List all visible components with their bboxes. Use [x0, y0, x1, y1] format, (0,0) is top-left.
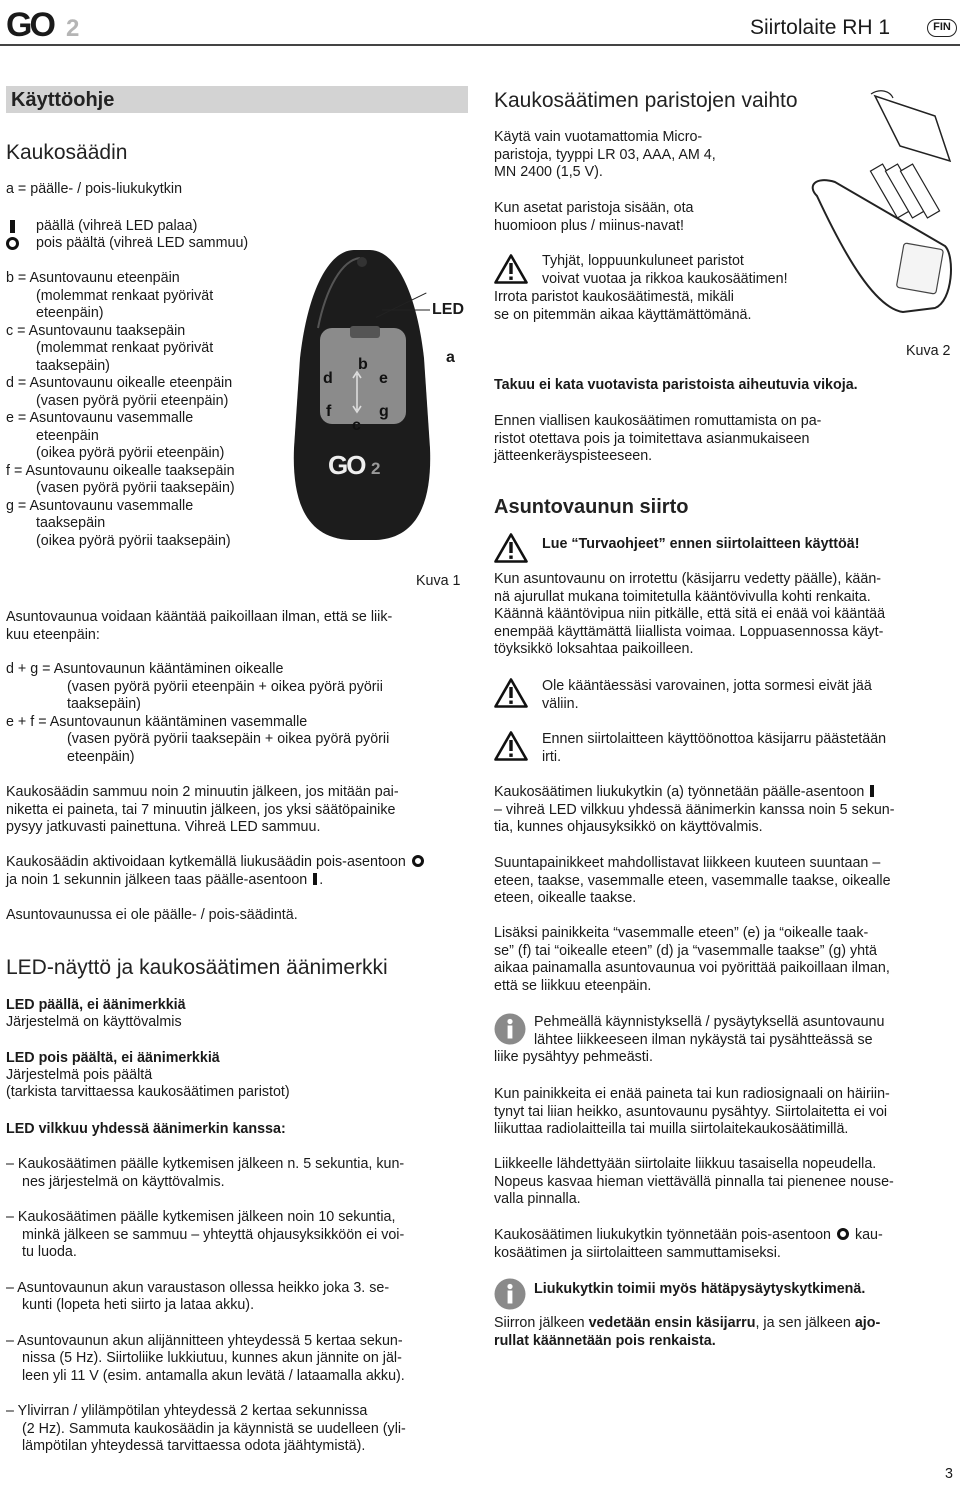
section-title: Käyttöohje [11, 89, 115, 111]
blink-bullet-list [6, 1156, 406, 1456]
list-item-line: – Kaukosäätimen päälle kytkemisen jälkeen n. 5 sekuntia, kun- [6, 1156, 405, 1172]
para-line: taaksepäin) [67, 696, 141, 712]
move-paragraph [494, 571, 885, 659]
para-line: Suuntapainikkeet mahdollistavat liikkeen kuuteen suuntaan – [494, 855, 881, 871]
rotate-paragraph [494, 925, 890, 995]
off-paragraph [494, 1227, 883, 1262]
battery-para-1 [494, 129, 716, 182]
para-line: huomioon plus / miinus-navat! [494, 217, 684, 234]
svg-text:2: 2 [66, 15, 80, 40]
para-line: Käytä vain vuotamattomia Micro- [494, 129, 703, 145]
para-line: se” (f) tai “oikealle eteen” (d) ja “vasemmalle taakse” (g) yhtä [494, 942, 877, 959]
para-line: että se liikkuu eteenpäin. [494, 977, 652, 994]
para-line: Tyhjät, loppuunkuluneet paristot [542, 253, 744, 269]
figure-2-caption: Kuva 2 [906, 343, 951, 359]
list-item-line: – Kaukosäätimen päälle kytkemisen jälkeen noin 10 sekuntia, [6, 1209, 396, 1225]
para-text: , ja sen jälkeen [755, 1315, 855, 1331]
list-item-line: nes järjestelmä on käyttövalmis. [22, 1173, 225, 1190]
para-line: Lisäksi painikkeita “vasemmalle eteen” (e) ja “oikealle taak- [494, 925, 869, 941]
remote-control-illustration [290, 248, 470, 548]
warning-icon [494, 533, 528, 563]
off-symbol-icon [6, 237, 19, 250]
para-text: kau- [854, 1227, 883, 1243]
no-switch-note: Asuntovaunussa ei ole päälle- / pois-säädintä. [6, 907, 298, 923]
a-label: a [446, 349, 455, 366]
para-line: eteenpäin) [67, 748, 135, 765]
para-line: Asuntovaunua voidaan kääntää paikoillaan ilman, että se liik- [6, 609, 393, 625]
para-text: Kaukosäätimen liukukytkin työnnetään pois-asentoon [494, 1227, 831, 1243]
list-item-line: kunti (lopeta heti siirto ja lataa akku). [22, 1297, 255, 1313]
battery-para-3 [494, 289, 751, 324]
para-line: valla pinnalla. [494, 1191, 581, 1207]
emergency-note: Liukukytkin toimii myös hätäpysäytyskytkimenä. [534, 1281, 866, 1297]
key-definitions [6, 270, 235, 550]
disposal-paragraph [494, 413, 821, 466]
header-rule [0, 44, 960, 46]
para-line: Nopeus kasvaa hieman viettävällä pinnalla tai pienenee nouse- [494, 1173, 894, 1190]
para-line: d + g = Asuntovaunun kääntäminen oikealle [6, 661, 284, 677]
figure-1-caption: Kuva 1 [416, 573, 461, 589]
para-line: Ole kääntäessäsi varovainen, jotta sormesi eivät jää [542, 678, 872, 694]
warranty-note: Takuu ei kata vuotavista paristoista aiheutuvia vikoja. [494, 377, 858, 393]
para-line: tynyt tai liian heikko, asuntovaunu pysähtyy. Siirtolaitetta ei voi [494, 1103, 888, 1120]
warning-icon [494, 254, 528, 284]
para-line: MN 2400 (1,5 V). [494, 164, 603, 180]
para-line: – vihreä LED vilkkuu yhdessä äänimerkin kanssa noin 5 sekun- [494, 801, 895, 818]
info-icon [494, 1278, 526, 1310]
svg-text:GO: GO [6, 6, 53, 40]
para-line: nä ajurullat mukana toimitetulla kääntövivulla kohti renkaita. [494, 588, 871, 605]
soft-start-paragraph [494, 1014, 884, 1067]
led-on-text: Järjestelmä on käyttövalmis [6, 1014, 182, 1030]
list-item-line: tu luoda. [22, 1244, 77, 1260]
para-line: enempää käyttämättä liiallista voimaa. Loppuasennossa käyt- [494, 623, 884, 640]
para-line [494, 784, 895, 802]
button-panel [320, 328, 406, 424]
led-off-text: Järjestelmä pois päältä [6, 1067, 153, 1083]
speed-paragraph [494, 1156, 894, 1209]
on-symbol-icon [870, 785, 874, 797]
battery-cover [875, 96, 950, 161]
turn-paragraph [6, 609, 392, 644]
para-line: irti. [542, 748, 562, 765]
para-line: Käännä kääntövipua niin pitkälle, että sitä ei enää voi kääntää [494, 606, 886, 622]
list-item-line: nissa (5 Hz). Siirtoliike lukkiutuu, kunnes akun jännite on jäl- [22, 1350, 402, 1366]
list-item [6, 1209, 406, 1262]
finger-warning [542, 678, 872, 713]
para-line: Liikkeelle lähdettyään siirtolaite liikkuu tasaisella nopeudella. [494, 1156, 877, 1172]
para-line: liike pysähtyy pehmeästi. [494, 1049, 653, 1065]
para-line: Kaukosäädin sammuu noin 2 minuutin jälkeen, jos mitään pai- [6, 784, 399, 800]
def-line: f = Asuntovaunu oikealle taaksepäin [6, 462, 235, 479]
def-line: (oikea pyörä pyörii eteenpäin) [36, 445, 225, 461]
para-text-bold: ajo- [854, 1315, 881, 1331]
move-title: Asuntovaunun siirto [494, 496, 689, 518]
led-section-title: LED-näyttö ja kaukosäätimen äänimerkki [6, 956, 388, 979]
def-line: taaksepäin) [36, 357, 110, 374]
led-label: LED [432, 301, 464, 318]
list-item-line: lämpötilan yhteydessä tarvittaessa odota jäähtymistä). [22, 1438, 366, 1454]
page-number: 3 [945, 1466, 953, 1482]
para-line: Kun painikkeita ei enää paineta tai kun radiosignaali on häiriin- [494, 1086, 890, 1102]
para-line: rullat käännetään pois renkaista. [494, 1332, 716, 1349]
list-item-line: minkä jälkeen se sammuu – yhteyttä ohjausyksikköön ei voi- [22, 1226, 405, 1243]
def-a: a = päälle- / pois-liukukytkin [6, 181, 183, 197]
def-line: (vasen pyörä pyörii eteenpäin) [36, 392, 229, 409]
para-text-bold: vedetään ensin käsijarru [588, 1315, 756, 1331]
safety-warning: Lue “Turvaohjeet” ennen siirtolaitteen käyttöä! [542, 536, 860, 552]
list-item [6, 1156, 406, 1191]
go2-logo [6, 6, 90, 40]
key-label-d: d [323, 370, 333, 387]
led-dot [357, 257, 367, 267]
def-line: eteenpäin [36, 427, 99, 444]
para-line: töyksikkö loksahtaa paikoilleen. [494, 641, 694, 657]
slide-switch [350, 326, 380, 338]
key-label-f: f [326, 403, 332, 420]
language-badge-text: FIN [933, 21, 951, 33]
def-line: (molemmat renkaat pyörivät [36, 287, 214, 304]
def-line: d = Asuntovaunu oikealle eteenpäin [6, 375, 233, 391]
list-item-line: leen yli 11 V (esim. antamalla akun levätä / lataamalla akku). [22, 1367, 405, 1384]
para-line: kuu eteenpäin: [6, 626, 100, 643]
on-description: päällä (vihreä LED palaa) [36, 218, 198, 234]
battery-title: Kaukosäätimen paristojen vaihto [494, 89, 798, 112]
para-line: paristoja, tyyppi LR 03, AAA, AM 4, [494, 146, 716, 163]
para-line: voivat vuotaa ja rikkoa kaukosäätimen! [542, 270, 788, 287]
svg-text:2: 2 [371, 459, 381, 478]
para-line: liikuttaa radiolaitteilla tai muilla siirtolaitekaukosäätimillä. [494, 1121, 849, 1137]
def-line: c = Asuntovaunu taaksepäin [6, 322, 186, 339]
para-text: ja noin 1 sekunnin jälkeen taas päälle-asentoon [6, 871, 308, 888]
list-item [6, 1333, 406, 1386]
header-title: Siirtolaite RH 1 [750, 16, 891, 39]
def-line: eteenpäin) [36, 305, 104, 321]
para-line: Irrota paristot kaukosäätimestä, mikäli [494, 289, 734, 305]
battery-warning [542, 253, 788, 288]
para-line: e + f = Asuntovaunun kääntäminen vasemmalle [6, 713, 308, 730]
on-symbol-icon [313, 873, 317, 885]
para-line: tia, kunnes ohjausyksikkö on käyttövalmis. [494, 819, 763, 835]
turn-combinations [6, 661, 389, 766]
battery-para-2 [494, 200, 694, 235]
def-line: (oikea pyörä pyörii taaksepäin) [36, 532, 231, 549]
def-line: taaksepäin [36, 515, 106, 531]
para-line [494, 1227, 883, 1245]
para-text: Kaukosäätimen liukukytkin (a) työnnetään päälle-asentoon [494, 784, 865, 800]
para-line: ristot otettava pois ja toimitettava asianmukaiseen [494, 430, 810, 447]
activate-paragraph [6, 854, 426, 889]
header-logo [6, 6, 90, 40]
def-line: b = Asuntovaunu eteenpäin [6, 270, 180, 286]
list-item [6, 1280, 406, 1315]
para-line: ja noin 1 sekunnin jälkeen taas päälle-asentoon . [6, 871, 324, 888]
on-symbol-icon [10, 220, 15, 233]
warning-icon [494, 678, 528, 708]
para-line [6, 854, 426, 872]
para-text: Kaukosäädin aktivoidaan kytkemällä liukusäädin pois-asentoon [6, 854, 406, 870]
list-item-line: – Asuntovaunun akun varaustason ollessa heikko joka 3. se- [6, 1279, 390, 1296]
para-line: Kun asuntovaunu on irrotettu (käsijarru vedetty päälle), kään- [494, 571, 882, 587]
para-line: Pehmeällä käynnistyksellä / pysäytyksellä asuntovaunu [534, 1014, 885, 1030]
led-on-title: LED päällä, ei äänimerkkiä [6, 997, 186, 1013]
key-label-g: g [379, 403, 389, 420]
key-label-b: b [358, 356, 368, 373]
para-line: (vasen pyörä pyörii eteenpäin + oikea pyörä pyörii [67, 678, 383, 695]
off-symbol-icon [837, 1228, 849, 1240]
language-badge [927, 19, 957, 37]
battery-replacement-illustration [805, 86, 955, 326]
para-line: (vasen pyörä pyörii taaksepäin + oikea pyörä pyörii [67, 731, 390, 747]
key-label-e: e [379, 370, 388, 387]
list-item [6, 1403, 406, 1456]
off-symbol-icon [412, 855, 424, 867]
para-line: Ennen viallisen kaukosäätimen romuttamista on pa- [494, 413, 822, 429]
handbrake-warning [542, 731, 886, 766]
para-line: pysyy jatkuvasti painettuna. Vihreä LED sammuu. [6, 819, 321, 835]
final-paragraph [494, 1315, 880, 1350]
slide-paragraph [494, 784, 895, 837]
para-line: lähtee liikkeeseen ilman nykäystä tai pysähtteässä se [534, 1031, 873, 1048]
led-blink-title: LED vilkkuu yhdessä äänimerkin kanssa: [6, 1121, 286, 1137]
remote-figure [290, 248, 470, 548]
para-line: se on pitemmän aikaa käyttämättömänä. [494, 306, 752, 323]
para-line [494, 1315, 880, 1333]
led-off-text: (tarkista tarvittaessa kaukosäätimen paristot) [6, 1084, 290, 1100]
key-label-c: c [352, 417, 361, 434]
remote-title: Kaukosäädin [6, 141, 128, 164]
para-line: aikaa painamalla asuntovaunua voi pyörittää paikoillaan ilman, [494, 960, 890, 976]
direction-paragraph [494, 855, 891, 908]
para-line: Ennen siirtolaitteen käyttöönottoa käsijarru päästetään [542, 731, 887, 747]
para-line: Kun asetat paristoja sisään, ota [494, 200, 694, 216]
def-line: (vasen pyörä pyörii taaksepäin) [36, 480, 235, 496]
para-line: niketta ei paineta, tai 7 minuutin jälkeen, jos yksi säätöpainike [6, 801, 396, 818]
off-description: pois päältä (vihreä LED sammuu) [36, 235, 249, 251]
def-line: e = Asuntovaunu vasemmalle [6, 410, 194, 426]
para-line: jätteenkeräyspisteeseen. [494, 448, 653, 464]
list-item-line: – Ylivirran / ylilämpötilan yhteydessä 2 kertaa sekunnissa [6, 1403, 368, 1419]
para-line: väliin. [542, 695, 579, 712]
list-item-line: (2 Hz). Sammuta kaukosäädin ja käynnistä se uudelleen (yli- [22, 1420, 406, 1437]
warning-icon [494, 731, 528, 761]
para-line: eteen, oikealle taakse. [494, 890, 637, 906]
list-item-line: – Asuntovaunun akun alijännitteen yhteydessä 5 kertaa sekun- [6, 1332, 403, 1349]
radio-paragraph [494, 1086, 890, 1139]
para-text: Siirron jälkeen [494, 1315, 589, 1331]
remote-logo: GO [328, 450, 365, 480]
def-line: g = Asuntovaunu vasemmalle [6, 497, 194, 514]
sleep-paragraph [6, 784, 399, 837]
led-off-title: LED pois päältä, ei äänimerkkiä [6, 1050, 220, 1066]
para-line: kosäätimen ja siirtolaitteen sammuttamiseksi. [494, 1244, 781, 1261]
battery-figure [805, 86, 955, 326]
para-line: eteen, taakse, vasemmalle eteen, vasemmalle taakse, oikealle [494, 872, 891, 889]
def-line: (molemmat renkaat pyörivät [36, 340, 214, 356]
